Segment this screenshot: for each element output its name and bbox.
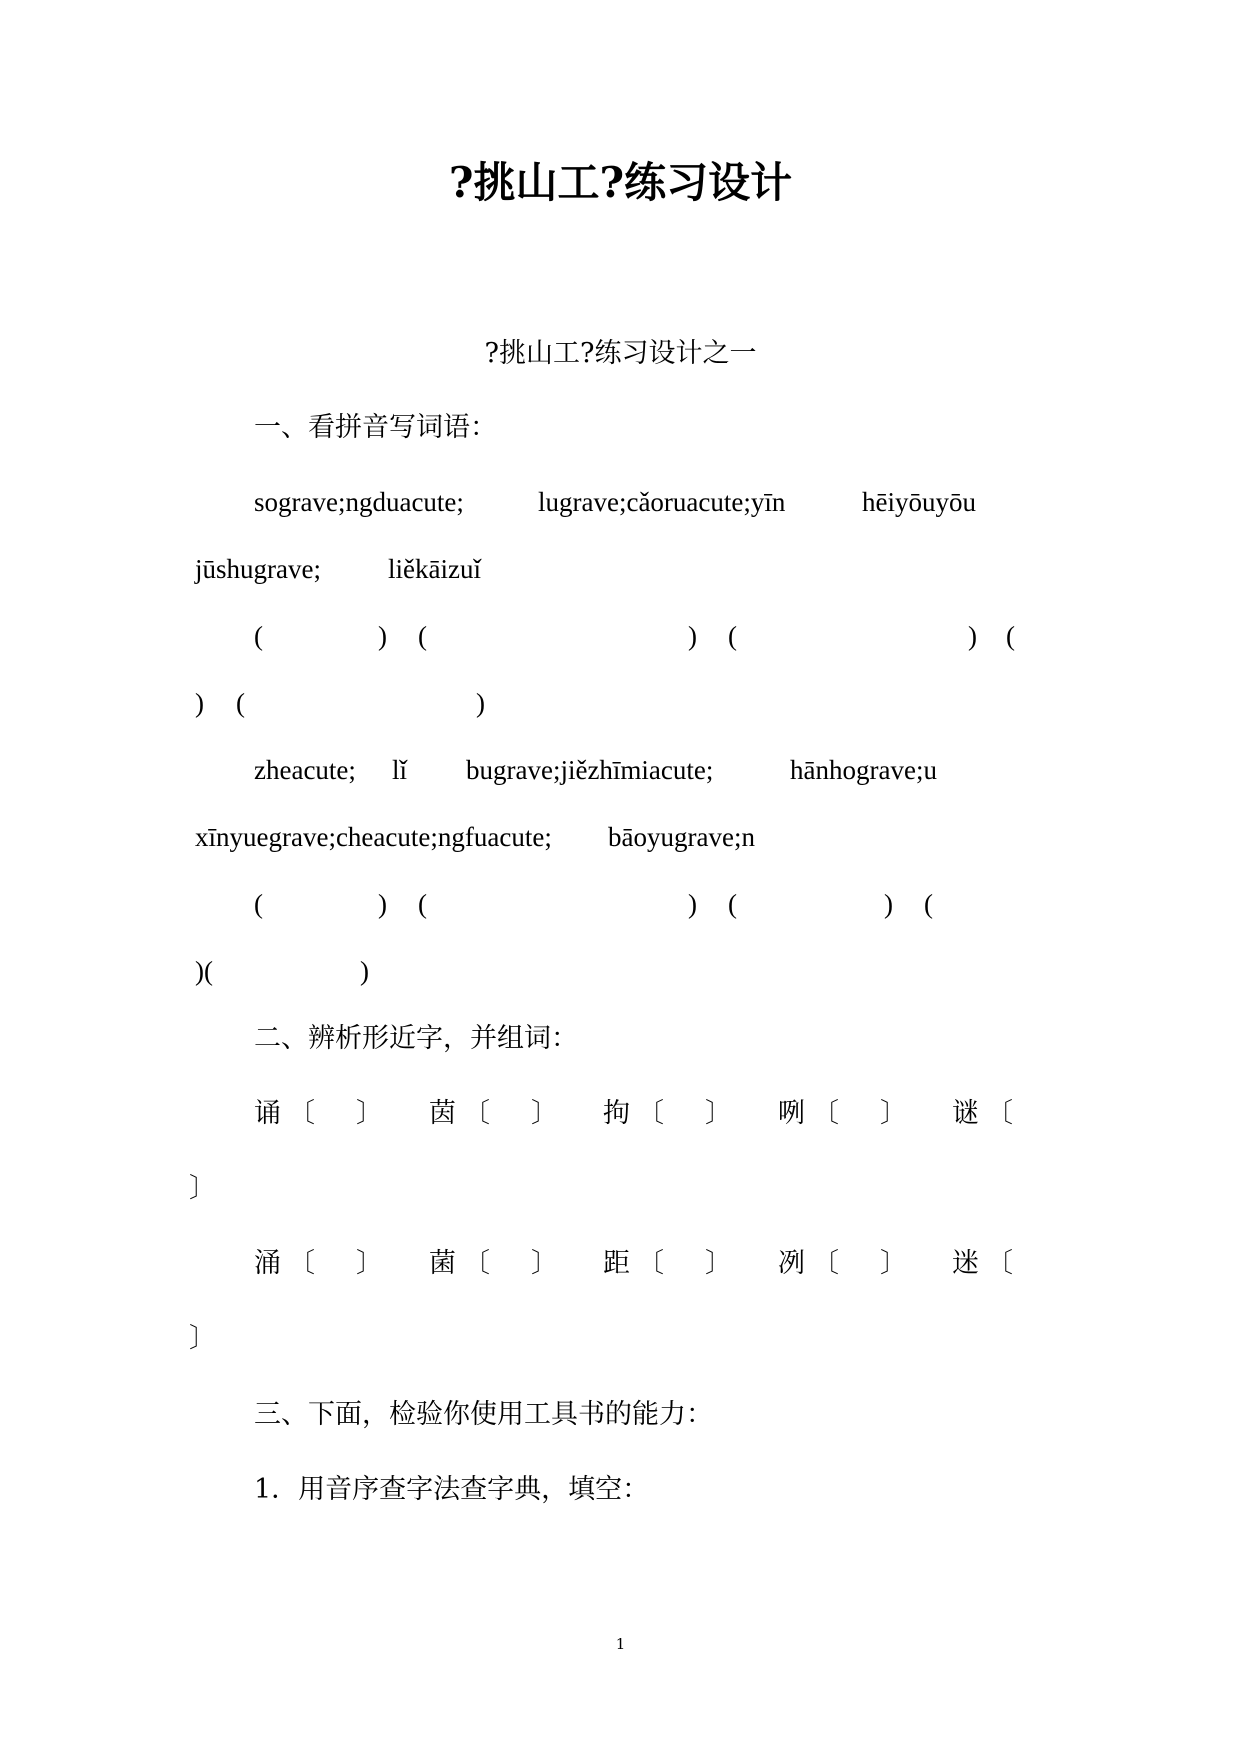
answer-paren: ) — [688, 621, 697, 651]
document-title: ?挑山工?练习设计 — [448, 158, 793, 207]
answer-paren: ) — [476, 688, 485, 718]
answer-paren: )( — [195, 956, 213, 986]
answer-paren: ) — [378, 889, 387, 919]
open-bracket: 〔 — [637, 1098, 664, 1129]
open-bracket: 〔 — [986, 1098, 1013, 1129]
char-item: 冽 — [778, 1248, 805, 1279]
close-bracket: 〕 — [705, 1098, 732, 1129]
close-bracket: 〕 — [880, 1248, 907, 1279]
section-2-heading: 二、辨析形近字，并组词： — [254, 1023, 578, 1054]
pinyin-item: hānhograve;u — [790, 755, 937, 785]
section-1-heading: 一、看拼音写词语： — [254, 412, 497, 443]
answer-paren: ( — [418, 621, 427, 651]
answer-paren: ( — [418, 889, 427, 919]
pinyin-item: jūshugrave; — [195, 554, 321, 584]
pinyin-item: lugrave;cǎoruacute;yīn — [538, 487, 786, 517]
char-item: 诵 — [254, 1098, 281, 1129]
close-bracket: 〕 — [356, 1248, 383, 1279]
answer-paren: ( — [924, 889, 933, 919]
document-subtitle: ?挑山工?练习设计之一 — [484, 338, 757, 369]
char-item: 拘 — [603, 1098, 630, 1129]
page-number: 1 — [615, 1635, 626, 1653]
pinyin-item: xīnyuegrave;cheacute;ngfuacute; — [195, 822, 552, 852]
char-item: 距 — [603, 1248, 630, 1279]
answer-paren: ) — [360, 956, 369, 986]
pinyin-item: liěkāizuǐ — [388, 554, 481, 584]
close-bracket: 〕 — [189, 1323, 216, 1354]
open-bracket: 〔 — [288, 1248, 315, 1279]
answer-paren: ( — [728, 621, 737, 651]
pinyin-item: lǐ — [392, 755, 408, 785]
answer-paren: ) — [884, 889, 893, 919]
answer-paren: ) — [195, 688, 204, 718]
answer-paren: ( — [236, 688, 245, 718]
close-bracket: 〕 — [531, 1248, 558, 1279]
section-3-item-1: 1．用音序查字法查字典，填空： — [254, 1474, 650, 1505]
open-bracket: 〔 — [463, 1248, 490, 1279]
pinyin-item: hēiyōuyōu — [862, 487, 976, 517]
answer-paren: ( — [728, 889, 737, 919]
pinyin-item: bāoyugrave;n — [608, 822, 755, 852]
close-bracket: 〕 — [531, 1098, 558, 1129]
section-3-heading: 三、下面，检验你使用工具书的能力： — [254, 1399, 713, 1430]
char-item: 菌 — [429, 1248, 456, 1279]
close-bracket: 〕 — [189, 1173, 216, 1204]
close-bracket: 〕 — [880, 1098, 907, 1129]
answer-paren: ( — [1006, 621, 1015, 651]
open-bracket: 〔 — [986, 1248, 1013, 1279]
open-bracket: 〔 — [812, 1248, 839, 1279]
pinyin-item: sograve;ngduacute; — [254, 487, 464, 517]
char-item: 迷 — [952, 1248, 979, 1279]
char-item: 涌 — [254, 1248, 281, 1279]
char-item: 咧 — [778, 1098, 805, 1129]
answer-paren: ) — [688, 889, 697, 919]
open-bracket: 〔 — [463, 1098, 490, 1129]
answer-paren: ( — [254, 889, 263, 919]
char-item: 茵 — [429, 1098, 456, 1129]
answer-paren: ) — [968, 621, 977, 651]
pinyin-item: zheacute; — [254, 755, 356, 785]
open-bracket: 〔 — [812, 1098, 839, 1129]
close-bracket: 〕 — [356, 1098, 383, 1129]
close-bracket: 〕 — [705, 1248, 732, 1279]
answer-paren: ( — [254, 621, 263, 651]
open-bracket: 〔 — [288, 1098, 315, 1129]
open-bracket: 〔 — [637, 1248, 664, 1279]
pinyin-item: bugrave;jiězhīmiacute; — [466, 755, 714, 785]
answer-paren: ) — [378, 621, 387, 651]
char-item: 谜 — [952, 1098, 979, 1129]
